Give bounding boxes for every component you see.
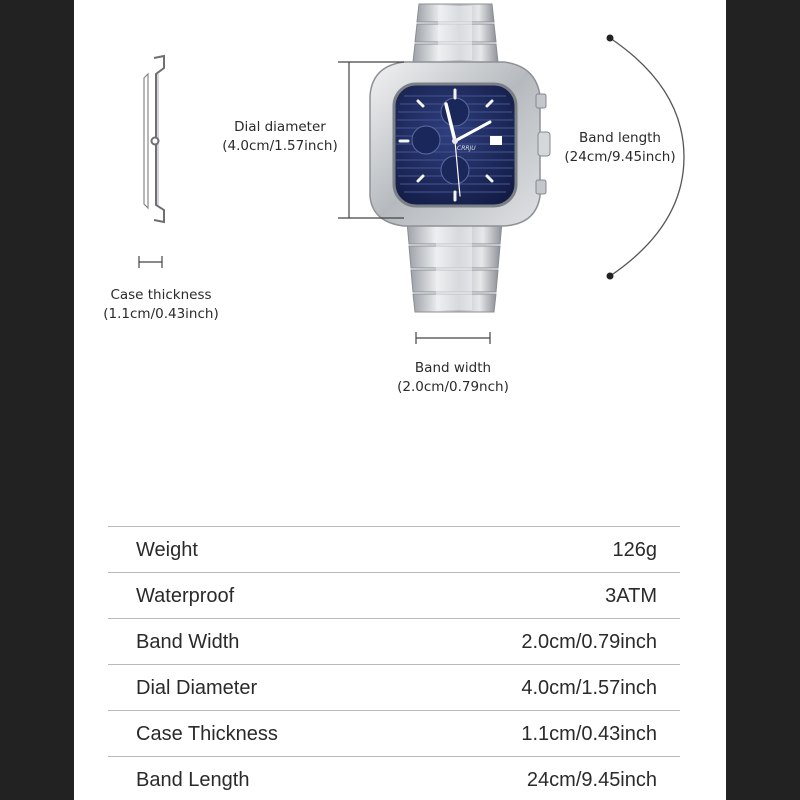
upper-bracelet — [413, 4, 498, 62]
spec-row-band-width — [108, 618, 680, 664]
case-thickness-value: (1.1cm/0.43inch) — [103, 306, 219, 322]
spec-value: 4.0cm/1.57inch — [521, 677, 657, 699]
spec-label: Case Thickness — [136, 723, 278, 745]
case-thickness-title: Case thickness — [110, 287, 212, 303]
band-length-title: Band length — [579, 130, 661, 146]
spec-row-case-thickness — [108, 710, 680, 756]
band-width-value: (2.0cm/0.79nch) — [397, 379, 509, 395]
spec-value: 1.1cm/0.43inch — [521, 723, 657, 745]
band-width-label — [386, 359, 520, 397]
dial-diameter-label — [212, 118, 348, 156]
band-width-title: Band width — [414, 360, 492, 376]
spec-value: 2.0cm/0.79inch — [521, 631, 657, 653]
spec-label: Waterproof — [136, 585, 235, 607]
band-width-indicator — [416, 332, 490, 344]
band-length-label — [558, 129, 682, 167]
case-thickness-indicator — [139, 256, 162, 268]
spec-row-band-length — [108, 756, 680, 800]
right-dark-margin — [726, 0, 800, 800]
case-thickness-label — [98, 286, 224, 324]
spec-row-dial-diameter — [108, 664, 680, 710]
spec-row-waterproof — [108, 572, 680, 618]
left-dark-margin — [0, 0, 74, 800]
dial-diameter-title: Dial diameter — [234, 119, 326, 135]
spec-label: Band Width — [136, 631, 240, 653]
spec-label: Dial Diameter — [136, 677, 258, 699]
spec-value: 126g — [612, 539, 657, 561]
svg-text:CRRJU: CRRJU — [457, 145, 476, 152]
spec-value: 3ATM — [605, 585, 657, 607]
lower-bracelet — [407, 222, 502, 312]
product-dimensions-panel — [74, 0, 726, 800]
spec-table — [108, 526, 680, 800]
watch-illustration — [74, 0, 726, 420]
band-length-value: (24cm/9.45inch) — [564, 149, 676, 165]
dial-diameter-value: (4.0cm/1.57inch) — [222, 138, 338, 154]
spec-value: 24cm/9.45inch — [526, 769, 657, 791]
spec-row-weight — [108, 526, 680, 572]
spec-label: Band Length — [136, 769, 250, 791]
watch-side-profile — [144, 56, 164, 222]
spec-label: Weight — [136, 539, 198, 561]
